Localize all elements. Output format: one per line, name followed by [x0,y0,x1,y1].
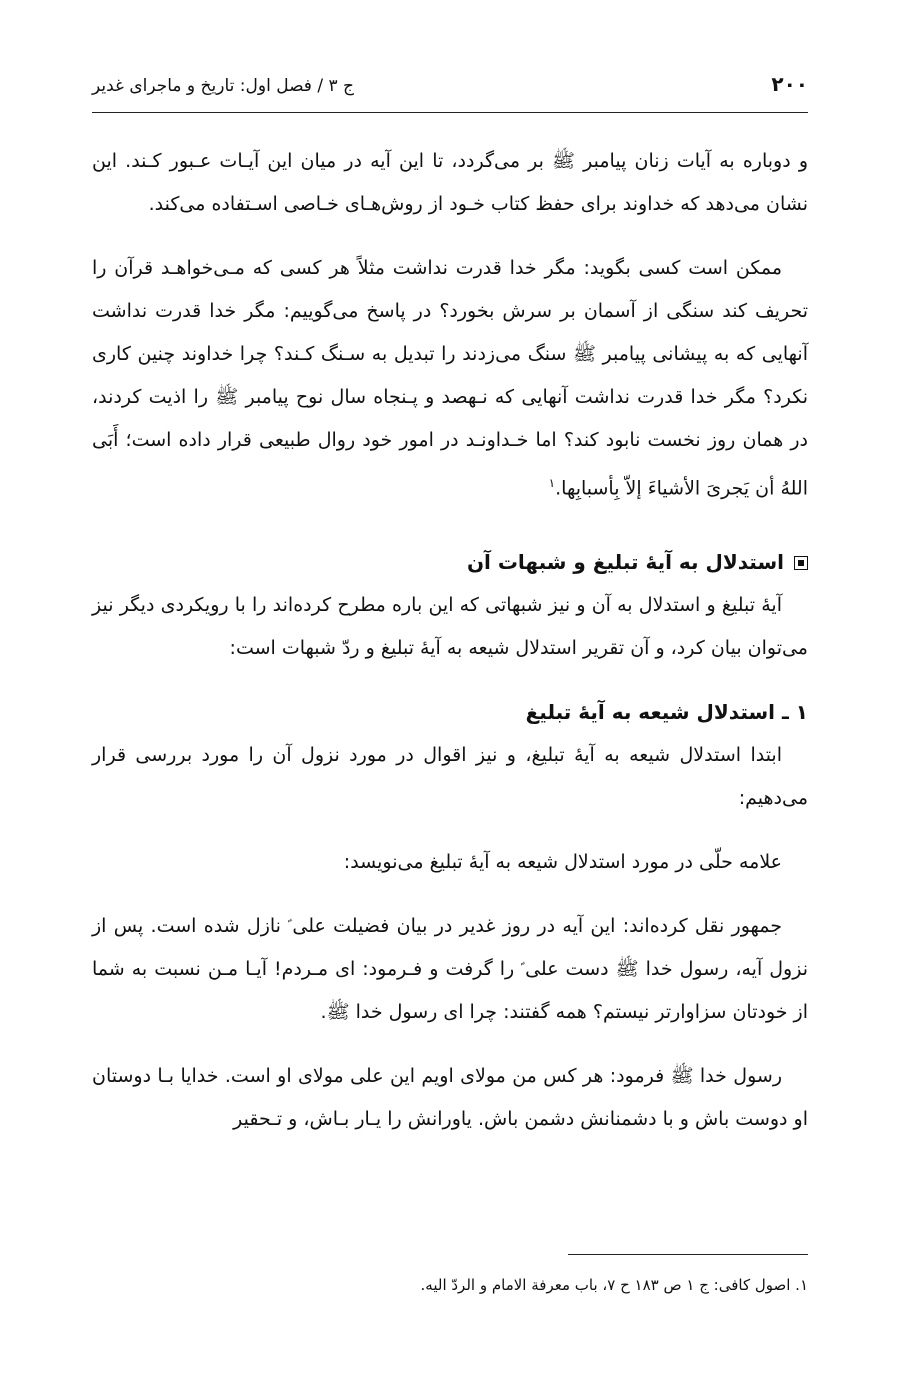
running-title: ج ۳ / فصل اول: تاریخ و ماجرای غدیر [92,76,355,96]
paragraph-4: ابتدا استدلال شیعه به آیهٔ تبلیغ، و نیز اقوال در مورد نزول آن را مورد بررسی قرار می‌دهیم: [92,744,808,810]
quote-paragraph-2: رسول خدا ﷺ فرمود: هر کس من مولای اویم این علی مولای او است. خدایا بـا دوستان او دوست باش و با دشمنانش دشمن باش. یاورانش را یـار بـاش، و تـحقیر [92,1065,808,1131]
page-body [92,140,808,1162]
section-heading-text: استدلال به آیهٔ تبلیغ و شبهات آن [466,550,784,575]
subsection-heading: ۱ ـ استدلال شیعه به آیهٔ تبلیغ [525,700,808,725]
paragraph-3: آیهٔ تبلیغ و استدلال به آن و نیز شبهاتی که این باره مطرح کرده‌اند را با رویکردی دیگر نیز می‌توان بیان کرد، و آن تقریر استدلال شیعه به آیهٔ تبلیغ و ردّ شبهات است: [92,594,808,660]
page-header [92,72,808,113]
page-number: ۲۰۰ [771,72,808,96]
paragraph-5: علامه حلّی در مورد استدلال شیعه به آیهٔ تبلیغ می‌نویسد: [343,851,782,874]
section-heading [92,541,808,584]
square-bullet-icon [794,556,808,570]
footnote: ۱. اصول کافی: ج ۱ ص ۱۸۳ ح ۷، باب معرفة الامام و الردّ الیه. [420,1276,808,1294]
paragraph-2-text: ممکن است کسی بگوید: مگر خدا قدرت نداشت مثلاً هر کسی که مـی‌خواهـد قرآن را تحریف کند سنگی از آسمان بر سرش بخورد؟ در پاسخ می‌گوییم: مگر خدا قدرت نداشت آنهایی که به پیشانی پیامبر ﷺ سنگ می‌زدند را تبدیل به سـنگ کـند؟ چرا خداوند چنین کاری نکرد؟ مگر خدا قدرت نداشت آنهایی که نـهصد و پـنجاه سال نوح پیامبر ﷺ را اذیت کردند، در همان روز نخست نابود کند؟ اما خـداونـد در امور خود روال طبیعی قرار داده است؛ أَبَی اللهُ أن یَجریَ الأشیاءَ إلاّ بِأسبابِها. [92,257,808,500]
quote-paragraph-1: جمهور نقل کرده‌اند: این آیه در روز غدیر در بیان فضیلت علی ؑ نازل شده است. پس از نزول آیه، رسول خدا ﷺ دست علی ؑ را گرفت و فـرمود: ای مـردم! آیـا مـن نسبت به شما از خودتان سزاوارتر نیستم؟ همه گفتند: چرا ای رسول خدا ﷺ. [92,915,808,1024]
footnote-divider [568,1254,808,1255]
paragraph-2 [92,247,808,510]
footnote-marker: ۱ [548,476,556,490]
paragraph-1: و دوباره به آیات زنان پیامبر ﷺ بر می‌گردد، تا این آیه در میان این آیـات عـبور کـند. این نشان می‌دهد که خداوند برای حفظ کتاب خـود از روش‌هـای خـاصی اسـتفاده می‌کند. [92,150,808,215]
